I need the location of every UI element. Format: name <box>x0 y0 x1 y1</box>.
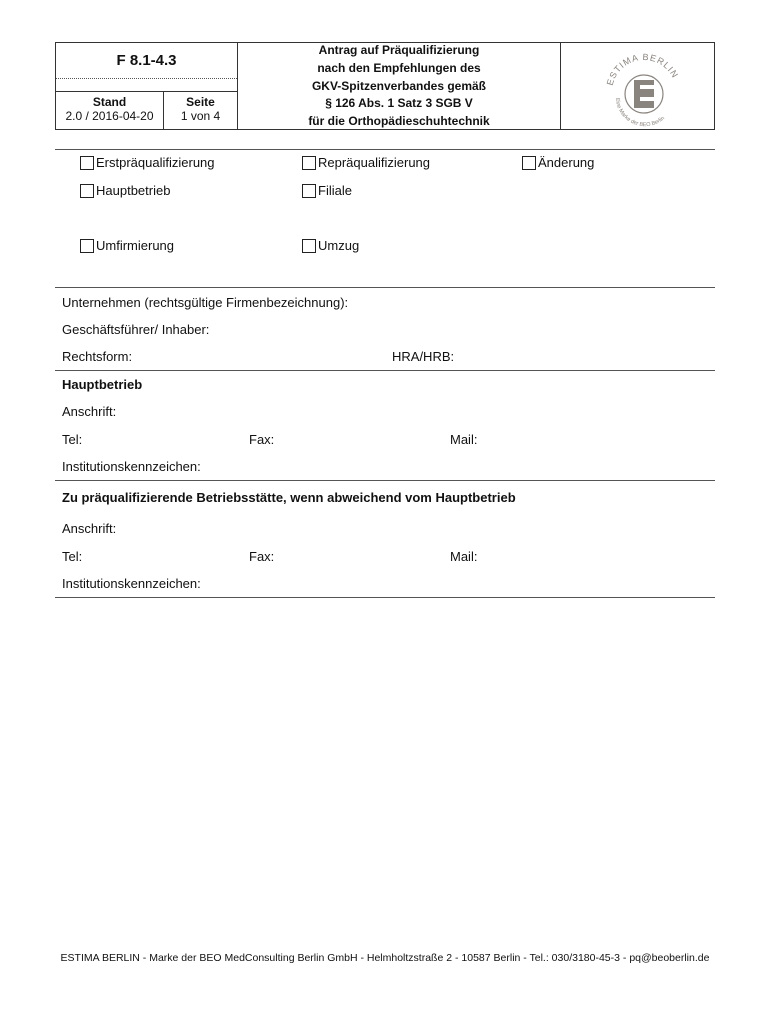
form-title-line: nach den Empfehlungen des <box>317 60 481 75</box>
checkbox-label: Hauptbetrieb <box>96 183 171 198</box>
checkbox-label: Repräqualifizierung <box>318 155 431 170</box>
checkbox-box[interactable] <box>80 239 94 253</box>
rechtsform-label: Rechtsform: <box>62 349 133 364</box>
betriebsstaette-fax-label: Fax: <box>249 549 275 564</box>
checkbox-label: Erstpräqualifizierung <box>96 155 215 170</box>
geschaeftsfuehrer-label: Geschäftsführer/ Inhaber: <box>62 322 210 337</box>
checkbox-box[interactable] <box>522 156 536 170</box>
checkbox-box[interactable] <box>80 184 94 198</box>
checkbox-umzug[interactable] <box>302 238 359 253</box>
logo-top-text: ESTIMA BERLIN <box>604 51 681 87</box>
betriebsstaette-anschrift-label: Anschrift: <box>62 521 117 536</box>
hauptbetrieb-ik-label: Institutionskennzeichen: <box>62 459 201 474</box>
unternehmen-label: Unternehmen (rechtsgültige Firmenbezeichnung): <box>62 295 349 310</box>
form-id: F 8.1-4.3 <box>116 52 177 69</box>
logo-bottom-text: Eine Marke der BEO Berlin <box>613 97 666 129</box>
divider <box>56 78 237 79</box>
seite-value: 1 von 4 <box>180 109 221 123</box>
form-title <box>238 42 560 131</box>
page-footer: ESTIMA BERLIN - Marke der BEO MedConsulting Berlin GmbH - Helmholtzstraße 2 - 10587 Berlin - Tel.: 030/3180-45-3 - pq@beoberlin.de <box>60 952 710 964</box>
checkbox-umfirmierung[interactable] <box>80 238 174 253</box>
hauptbetrieb-tel-label: Tel: <box>62 432 83 447</box>
stand-label: Stand <box>92 95 127 109</box>
divider <box>56 91 237 92</box>
checkbox-label: Umfirmierung <box>96 238 175 253</box>
divider <box>560 43 561 129</box>
section-divider <box>55 287 715 288</box>
form-title-line: § 126 Abs. 1 Satz 3 SGB V <box>325 96 473 111</box>
checkbox-erstpraequalifizierung[interactable] <box>80 155 215 170</box>
hauptbetrieb-mail-label: Mail: <box>450 432 478 447</box>
estima-berlin-logo <box>604 50 684 130</box>
section-divider <box>55 149 715 150</box>
checkbox-box[interactable] <box>302 239 316 253</box>
checkbox-label: Filiale <box>318 183 352 198</box>
form-title-line: GKV-Spitzenverbandes gemäß <box>311 78 487 93</box>
logo-e-gap <box>640 85 654 89</box>
seite-label: Seite <box>186 95 215 109</box>
checkbox-aenderung[interactable] <box>522 155 594 170</box>
logo-e-mark <box>634 80 654 108</box>
hauptbetrieb-fax-label: Fax: <box>249 432 275 447</box>
hauptbetrieb-anschrift-label: Anschrift: <box>62 404 117 419</box>
logo-e-gap <box>640 97 654 101</box>
checkbox-box[interactable] <box>80 156 94 170</box>
hra-hrb-label: HRA/HRB: <box>392 349 455 364</box>
section-divider <box>55 597 715 598</box>
betriebsstaette-tel-label: Tel: <box>62 549 83 564</box>
checkbox-label: Umzug <box>318 238 360 253</box>
hauptbetrieb-heading: Hauptbetrieb <box>62 377 143 392</box>
section-divider <box>55 370 715 371</box>
section-divider <box>55 480 715 481</box>
checkbox-filiale[interactable] <box>302 183 352 198</box>
checkbox-hauptbetrieb[interactable] <box>80 183 170 198</box>
checkbox-box[interactable] <box>302 156 316 170</box>
checkbox-box[interactable] <box>302 184 316 198</box>
betriebsstaette-heading: Zu präqualifizierende Betriebsstätte, wenn abweichend vom Hauptbetrieb <box>62 490 516 505</box>
stand-value: 2.0 / 2016-04-20 <box>65 109 154 123</box>
betriebsstaette-ik-label: Institutionskennzeichen: <box>62 576 201 591</box>
form-title-line: Antrag auf Präqualifizierung <box>318 43 480 57</box>
checkbox-repraequalifizierung[interactable] <box>302 155 430 170</box>
betriebsstaette-mail-label: Mail: <box>450 549 478 564</box>
checkbox-label: Änderung <box>538 155 595 170</box>
form-title-line: für die Orthopädieschuhtechnik <box>308 114 490 129</box>
